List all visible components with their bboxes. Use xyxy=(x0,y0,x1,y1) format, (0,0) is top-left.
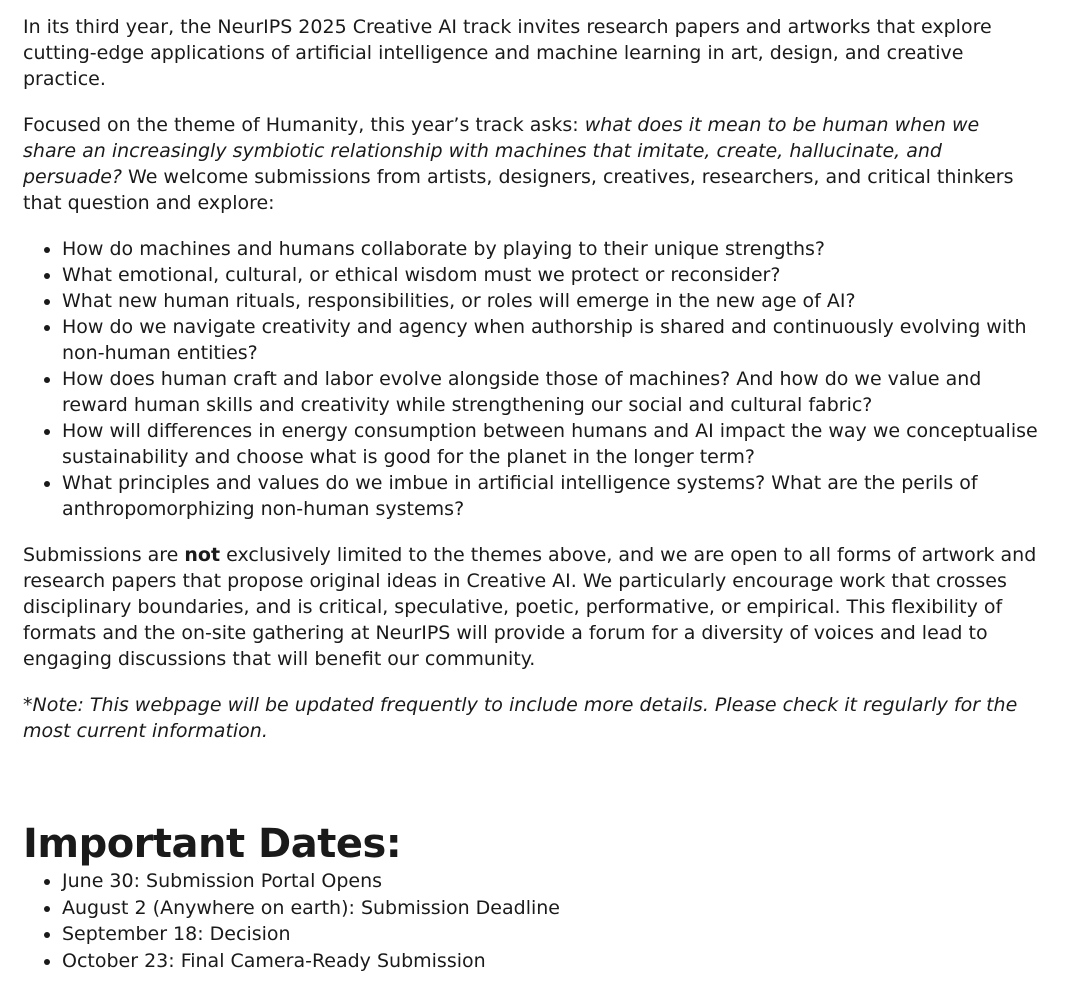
section-spacer xyxy=(23,764,1038,822)
submissions-emphasis: not xyxy=(184,544,221,566)
date-item: • September 18: Decision xyxy=(62,921,1038,948)
submissions-suffix: exclusively limited to the themes above, and we are open to all forms of artwork and research papers that propose original ideas in Creative AI. We particularly encourage work that crosses disciplinary boundaries, and is critical, speculative, poetic, performative, or empirical. This flexibility of formats and the on-site gathering at NeurIPS will provide a forum for a diversity of voices and lead to engaging discussions that will benefit our community. xyxy=(23,544,1037,670)
list-item: • How do machines and humans collaborate by playing to their unique strengths? xyxy=(62,236,1038,262)
questions-list xyxy=(23,236,1038,522)
list-item: • How does human craft and labor evolve alongside those of machines? And how do we value and reward human skills and creativity while strengthening our social and cultural fabric? xyxy=(62,366,1038,418)
theme-prefix: Focused on the theme of Humanity, this year’s track asks: xyxy=(23,114,585,136)
theme-suffix: We welcome submissions from artists, designers, creatives, researchers, and critical thinkers that question and explore: xyxy=(23,166,1014,214)
important-dates-list xyxy=(23,868,1038,974)
intro-paragraph: In its third year, the NeurIPS 2025 Creative AI track invites research papers and artworks that explore cutting-edge applications of artificial intelligence and machine learning in art, design, and creative practice. xyxy=(23,16,992,90)
theme-paragraph xyxy=(23,112,1038,216)
important-dates-heading: Important Dates: xyxy=(23,821,402,867)
list-item: • What principles and values do we imbue in artificial intelligence systems? What are the perils of anthropomorphizing non-human systems? xyxy=(62,470,1038,522)
update-note-text: *Note: This webpage will be updated frequently to include more details. Please check it regularly for the most current information. xyxy=(23,694,1018,742)
date-item: • June 30: Submission Portal Opens xyxy=(62,868,1038,895)
list-item: • How will differences in energy consumption between humans and AI impact the way we conceptualise sustainability and choose what is good for the planet in the longer term? xyxy=(62,418,1038,470)
list-item: • What new human rituals, responsibilities, or roles will emerge in the new age of AI? xyxy=(62,288,1038,314)
list-item: • How do we navigate creativity and agency when authorship is shared and continuously evolving with non-human entities? xyxy=(62,314,1038,366)
date-item: • August 2 (Anywhere on earth): Submission Deadline xyxy=(62,895,1038,922)
submissions-paragraph xyxy=(23,542,1038,672)
update-note xyxy=(23,692,1038,744)
list-item: • What emotional, cultural, or ethical wisdom must we protect or reconsider? xyxy=(62,262,1038,288)
submissions-prefix: Submissions are xyxy=(23,544,185,566)
content-page xyxy=(23,14,1038,994)
theme-question: what does it mean to be human when we share an increasingly symbiotic relationship with machines that imitate, create, hallucinate, and persuade? xyxy=(23,114,980,188)
date-item: • October 23: Final Camera-Ready Submission xyxy=(62,948,1038,975)
